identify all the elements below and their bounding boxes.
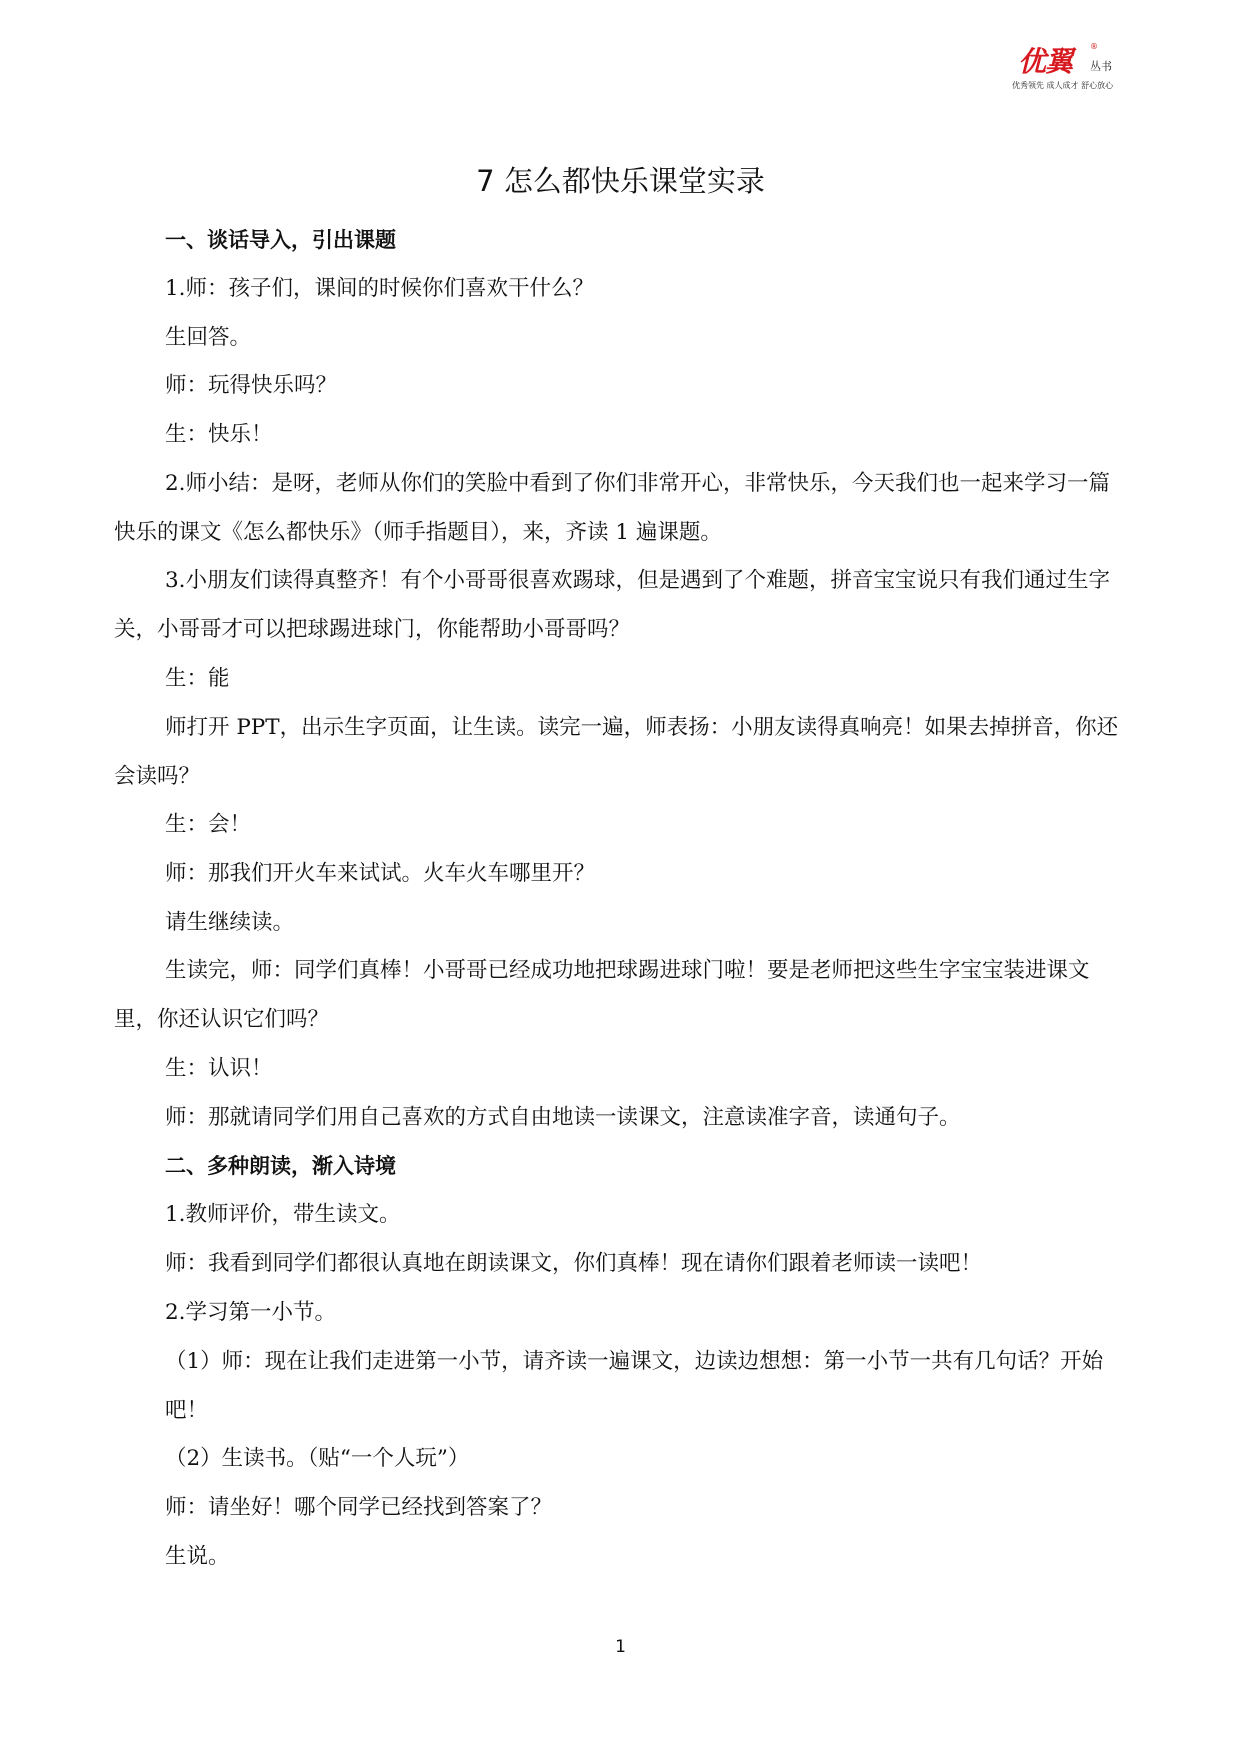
section-heading-2: 二、多种朗读，渐入诗境 (165, 1154, 396, 1178)
paragraph: 师：请坐好！哪个同学已经找到答案了？ (165, 1495, 553, 1520)
paragraph: 1.师：孩子们，课间的时候你们喜欢干什么？ (165, 276, 595, 301)
paragraph: 生：会！ (165, 812, 252, 837)
logo-slogan: 优秀领先 成人成才 舒心放心 (1012, 81, 1114, 90)
page-number: 1 (615, 1637, 626, 1657)
paragraph: 生：能 (165, 666, 230, 691)
paragraph: 2.师小结：是呀，老师从你们的笑脸中看到了你们非常开心，非常快乐，今天我们也一起来学习一篇快乐的课文《怎么都快乐》（师手指题目），来，齐读 1 遍课题。 (114, 471, 1111, 545)
paragraph: 3.小朋友们读得真整齐！有个小哥哥很喜欢踢球，但是遇到了个难题，拼音宝宝说只有我们通过生字关，小哥哥才可以把球踢进球门，你能帮助小哥哥吗？ (114, 568, 1111, 642)
paragraph: 生说。 (165, 1544, 230, 1569)
paragraph: 2.学习第一小节。 (165, 1300, 337, 1325)
paragraph: 请生继续读。 (165, 910, 295, 935)
paragraph: 师：那就请同学们用自己喜欢的方式自由地读一读课文，注意读准字音，读通句子。 (165, 1105, 961, 1130)
paragraph: 生回答。 (165, 325, 252, 350)
paragraph: （1）师：现在让我们走进第一小节，请齐读一遍课文，边读边想想：第一小节一共有几句话？开始吧！ (165, 1349, 1104, 1423)
paragraph: 生读完，师：同学们真棒！小哥哥已经成功地把球踢进球门啦！要是老师把这些生字宝宝装进课文里，你还认识它们吗？ (114, 958, 1090, 1032)
logo-registered-mark: ® (1090, 42, 1098, 51)
paragraph: 师：那我们开火车来试试。火车火车哪里开？ (165, 861, 596, 886)
section-heading-1: 一、谈话导入，引出课题 (165, 228, 396, 252)
paragraph: 生：快乐！ (165, 422, 273, 447)
paragraph: 师：玩得快乐吗？ (165, 373, 338, 398)
paragraph: 师：我看到同学们都很认真地在朗读课文，你们真棒！现在请你们跟着老师读一读吧！ (165, 1251, 983, 1276)
paragraph: 师打开 PPT，出示生字页面，让生读。读完一遍，师表扬：小朋友读得真响亮！如果去掉拼音，你还会读吗？ (114, 715, 1119, 789)
paragraph: （2）生读书。（贴“一个人玩”） (165, 1446, 470, 1471)
page-title: 7 怎么都快乐课堂实录 (476, 164, 765, 198)
paragraph: 生：认识！ (165, 1056, 273, 1081)
logo-series-label: 丛书 (1090, 60, 1112, 73)
logo-mark: 优翼 (1018, 45, 1073, 78)
paragraph: 1.教师评价，带生读文。 (165, 1202, 401, 1227)
brand-logo (1012, 40, 1132, 92)
